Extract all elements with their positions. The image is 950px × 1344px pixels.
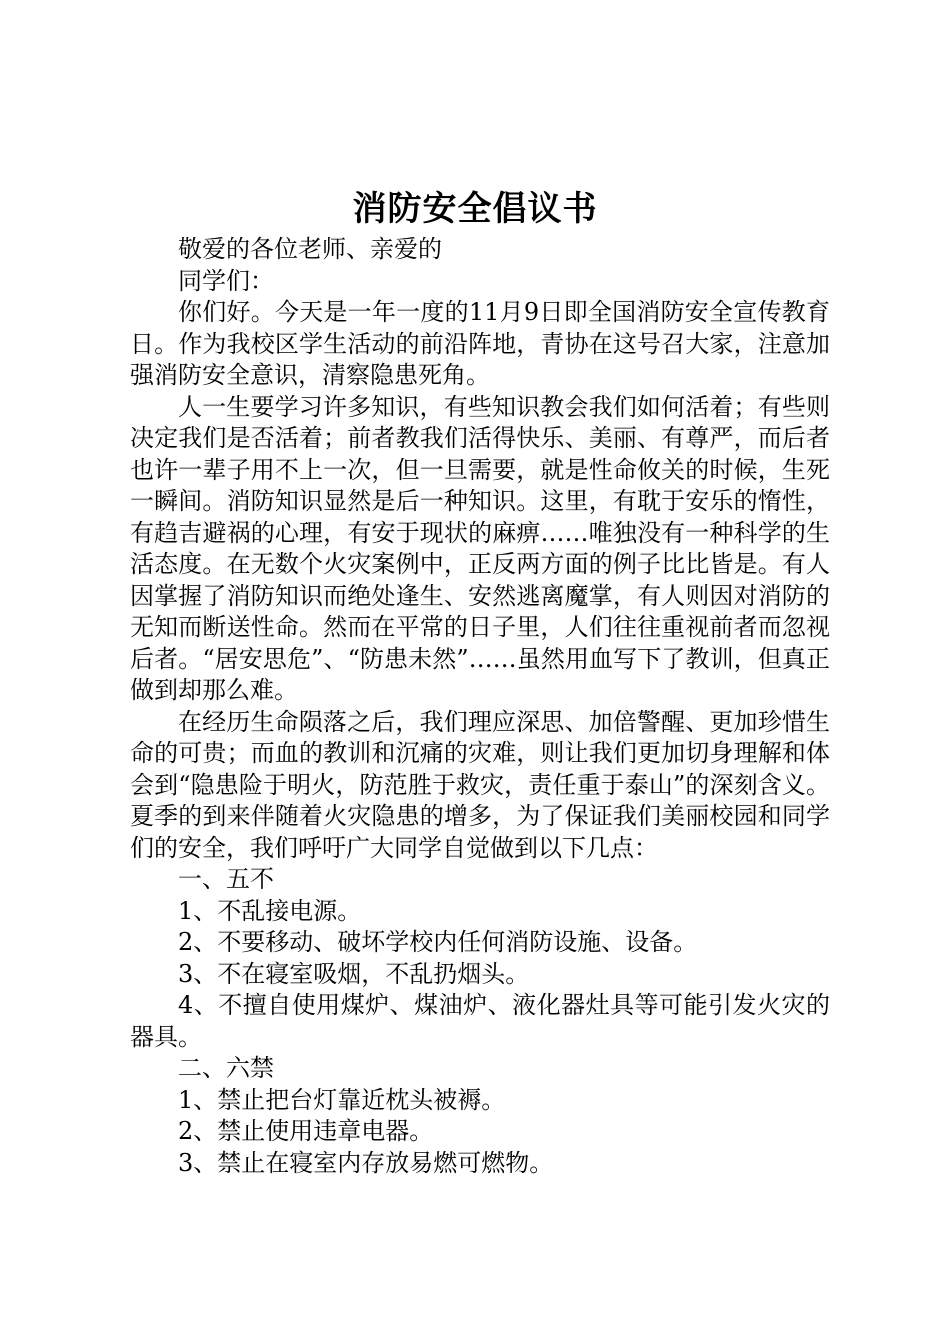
section-heading-five-donts: 一、五不 — [178, 865, 274, 893]
salutation-line-2: 同学们： — [178, 266, 274, 295]
list-item: 2、不要移动、破坏学校内任何消防设施、设备。 — [178, 928, 698, 956]
list-item: 1、不乱接电源。 — [178, 896, 362, 925]
document-body — [130, 234, 830, 1179]
list-item: 1、禁止把台灯靠近枕头被褥。 — [178, 1085, 506, 1114]
paragraph-knowledge: 人一生要学习许多知识，有些知识教会我们如何活着；有些则决定我们是否活着；前者教我们活得快乐、美丽、有尊严，而后者也许一辈子用不上一次，但一旦需要，就是性命攸关的时候，生死一瞬间。消防知识显然是后一种知识。这里，有耽于安乐的惰性，有趋吉避祸的心理，有安于现状的麻痹……唯独没有一种科学的生活态度。在无数个火灾案例中，正反两方面的例子比比皆是。有人因掌握了消防知识而绝处逢生、安然逃离魔掌，有人则因对消防的无知而断送性命。然而在平常的日子里，人们往往重视前者而忽视后者。“居安思危”、“防患未然”……虽然用血写下了教训，但真正做到却那么难。 — [130, 392, 830, 704]
list-item: 4、不擅自使用煤炉、煤油炉、液化器灶具等可能引发火灾的器具。 — [130, 991, 830, 1051]
list-item: 2、禁止使用违章电器。 — [178, 1117, 434, 1145]
section-heading-six-prohibitions: 二、六禁 — [178, 1054, 274, 1082]
list-item: 3、不在寝室吸烟，不乱扔烟头。 — [178, 959, 530, 988]
list-item: 3、禁止在寝室内存放易燃可燃物。 — [178, 1148, 554, 1177]
paragraph-greeting: 你们好。今天是一年一度的11月9日即全国消防安全宣传教育日。作为我校区学生活动的前沿阵地，青协在这号召大家，注意加强消防安全意识，清察隐患死角。 — [130, 298, 830, 389]
paragraph-call-to-action: 在经历生命陨落之后，我们理应深思、加倍警醒、更加珍惜生命的可贵；而血的教训和沉痛的灾难，则让我们更加切身理解和体会到“隐患险于明火，防范胜于救灾，责任重于泰山”的深刻含义。夏季的到来伴随着火灾隐患的增多，为了保证我们美丽校园和同学们的安全，我们呼吁广大同学自觉做到以下几点： — [130, 707, 830, 862]
document-title: 消防安全倡议书 — [352, 189, 598, 229]
salutation-line-1: 敬爱的各位老师、亲爱的 — [178, 235, 442, 263]
